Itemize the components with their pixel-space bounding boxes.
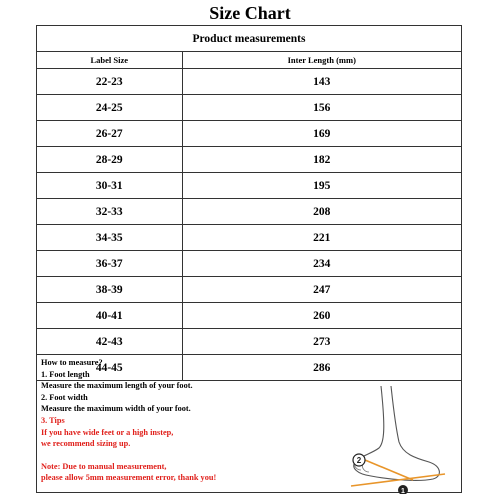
- label-size-cell: 32-33: [37, 199, 182, 225]
- step2-text: Measure the maximum width of your foot.: [41, 404, 191, 414]
- size-table: [37, 52, 461, 381]
- svg-text:2: 2: [356, 456, 362, 465]
- size-chart-frame: [36, 25, 462, 493]
- table-row: [37, 329, 461, 355]
- step2-title: 2. Foot width: [41, 392, 88, 402]
- label-size-cell: 30-31: [37, 173, 182, 199]
- inter-length-cell: 273: [182, 329, 461, 355]
- table-row: [37, 121, 461, 147]
- step1-title: 1. Foot length: [41, 369, 90, 379]
- table-row: [37, 173, 461, 199]
- instructions-heading: How to measure?: [41, 358, 103, 367]
- inter-length-cell: 182: [182, 147, 461, 173]
- label-size-cell: 42-43: [37, 329, 182, 355]
- step1-text: Measure the maximum length of your foot.: [41, 381, 193, 391]
- table-row: [37, 303, 461, 329]
- label-size-cell: 24-25: [37, 95, 182, 121]
- inter-length-cell: 221: [182, 225, 461, 251]
- table-row: [37, 95, 461, 121]
- inter-length-cell: 169: [182, 121, 461, 147]
- tips-line-1: If you have wide feet or a high instep,: [41, 427, 174, 437]
- tips-title: 3. Tips: [41, 415, 65, 425]
- table-row: [37, 69, 461, 95]
- table-row: [37, 147, 461, 173]
- foot-measurement-illustration: [333, 384, 463, 494]
- label-size-cell: 40-41: [37, 303, 182, 329]
- inter-length-cell: 156: [182, 95, 461, 121]
- table-row: [37, 199, 461, 225]
- inter-length-cell: 208: [182, 199, 461, 225]
- table-header-row: [37, 52, 461, 69]
- inter-length-cell: 286: [182, 355, 461, 381]
- inter-length-cell: 234: [182, 251, 461, 277]
- label-size-cell: 44-45: [37, 355, 182, 381]
- length-line: [351, 474, 445, 486]
- page-title: Size Chart: [209, 3, 291, 23]
- table-subtitle: Product measurements: [37, 26, 461, 52]
- tips-line-2: we recommend sizing up.: [41, 439, 131, 449]
- label-size-cell: 38-39: [37, 277, 182, 303]
- label-size-cell: 28-29: [37, 147, 182, 173]
- inter-length-cell: 247: [182, 277, 461, 303]
- svg-text:1: 1: [401, 488, 405, 494]
- foot-outline-icon: [354, 386, 440, 480]
- label-size-cell: 36-37: [37, 251, 182, 277]
- inter-length-cell: 195: [182, 173, 461, 199]
- table-row: [37, 225, 461, 251]
- label-size-cell: 26-27: [37, 121, 182, 147]
- inter-length-cell: 260: [182, 303, 461, 329]
- header-label-size: Label Size: [37, 52, 182, 69]
- header-inter-length: Inter Length (mm): [182, 52, 461, 69]
- label-size-cell: 34-35: [37, 225, 182, 251]
- note-line-1: Note: Due to manual measurement,: [41, 461, 167, 471]
- measurement-instructions: [41, 357, 301, 484]
- label-size-cell: 22-23: [37, 69, 182, 95]
- table-row: [37, 277, 461, 303]
- inter-length-cell: 143: [182, 69, 461, 95]
- note-line-2: please allow 5mm measurement error, thank you!: [41, 473, 217, 483]
- table-row: [37, 251, 461, 277]
- width-line: [365, 460, 413, 480]
